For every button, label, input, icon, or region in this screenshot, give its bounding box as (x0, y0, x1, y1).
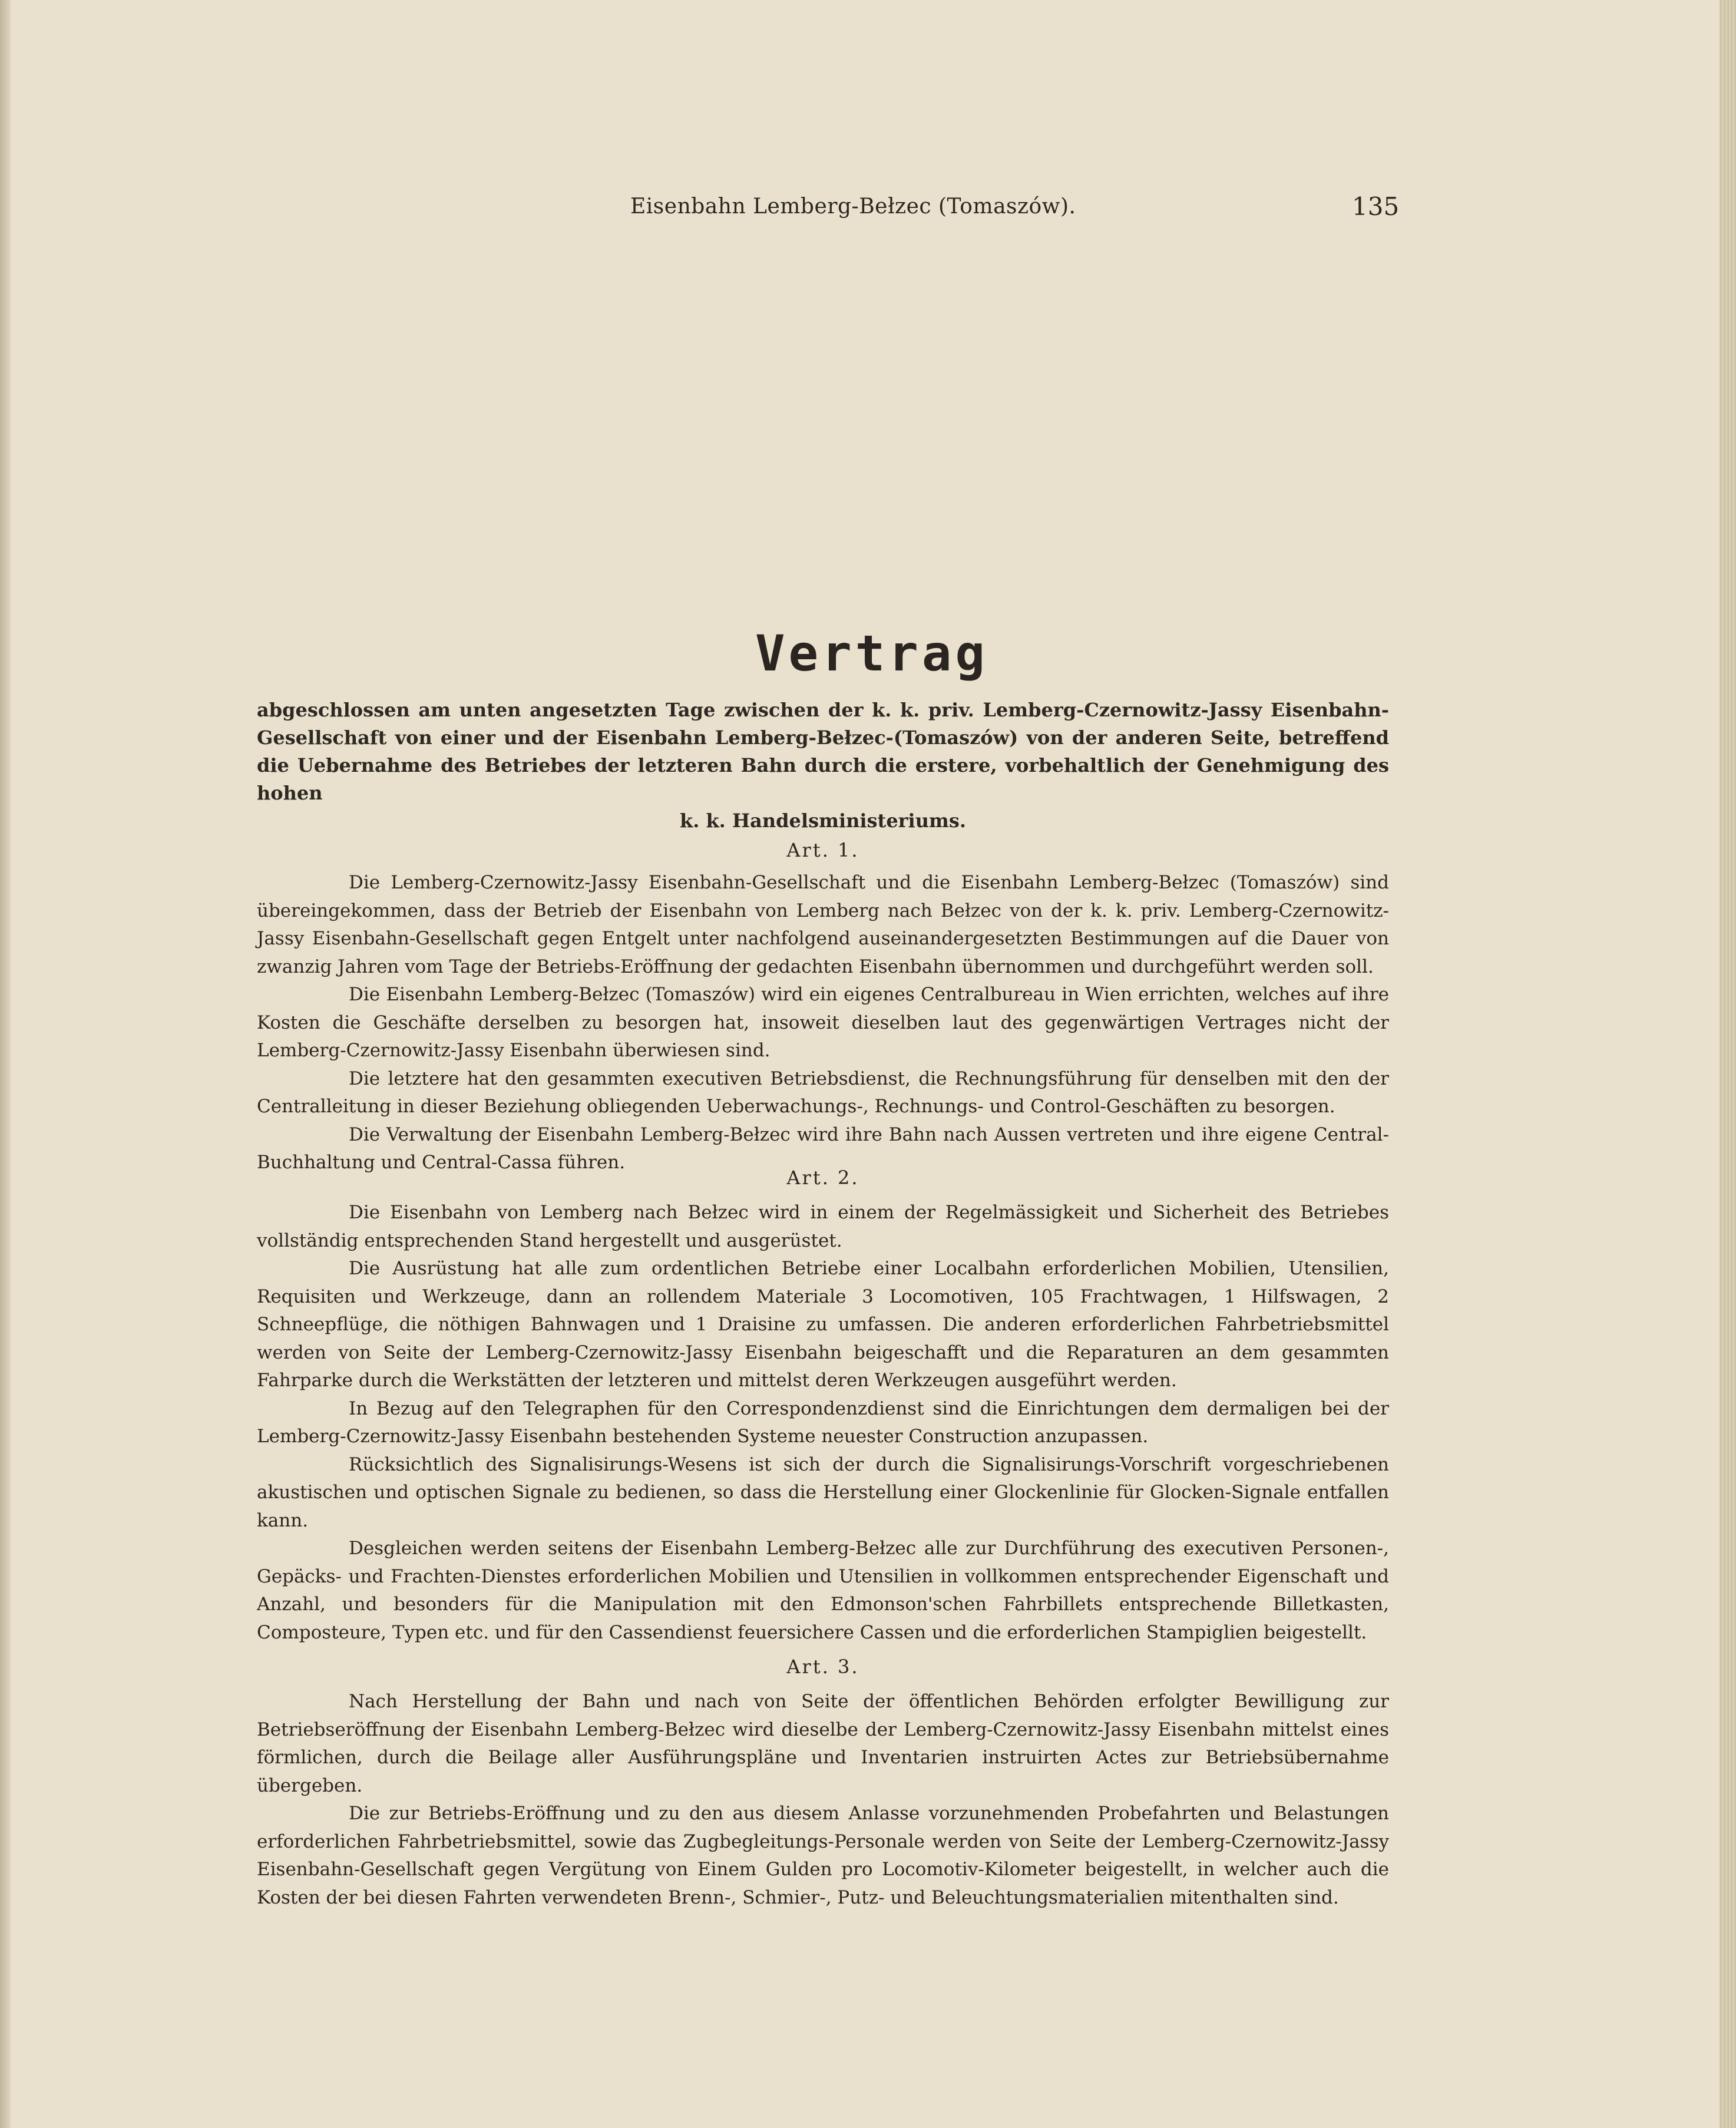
article-1-paragraph: Die Eisenbahn Lemberg-Bełzec (Tomaszów) wird ein eigenes Centralbureau in Wien errichten, welches auf ihre Kosten die Geschäfte derselben zu besorgen hat, insoweit dieselben laut des gegenwärtigen Vertrages nicht der Lemberg-Czernowitz-Jassy Eisenbahn überwiesen sind. (257, 984, 1389, 1061)
article-2-paragraph: Die Ausrüstung hat alle zum ordentlichen Betriebe einer Localbahn erforderlichen Mobilien, Utensilien, Requisiten und Werkzeuge, dann an rollendem Materiale 3 Locomotiven, 105 Frachtwagen, 1 Hilfswagen, 2 Schneepflüge, die nöthigen Bahnwagen und 1 Draisine zu umfassen. Die anderen erforderlichen Fahrbetriebsmittel werden von Seite der Lemberg-Czernowitz-Jassy Eisenbahn beigeschafft und die Reparaturen an dem gesammten Fahrparke durch die Werkstätten der letzteren und mittelst deren Werkzeugen ausgeführt werden. (257, 1258, 1389, 1391)
subtitle-text: abgeschlossen am unten angesetzten Tage zwischen der k. k. priv. Lemberg-Czernowitz-Jassy Eisenbahn-Gesellschaft von einer und der Eisenbahn Lemberg-Bełzec-(Tomaszów) von der anderen Seite, betreffend die Uebernahme des Betriebes der letzteren Bahn durch die erstere, vorbehaltlich der Genehmigung des hohen (257, 699, 1389, 804)
subtitle-last-line: k. k. Handelsministeriums. (680, 809, 966, 832)
article-1-paragraph: Die Verwaltung der Eisenbahn Lemberg-Bełzec wird ihre Bahn nach Aussen vertreten und ihre eigene Central-Buchhaltung und Central-Cassa führen. (257, 1124, 1389, 1173)
document-title: Vertrag (755, 624, 988, 682)
page-number: 135 (1352, 192, 1400, 221)
page-edge-right (1720, 0, 1736, 2128)
article-1-paragraph: Die letztere hat den gesammten executiven Betriebsdienst, die Rechnungsführung für denselben mit den der Centralleitung in dieser Beziehung obliegenden Ueberwachungs-, Rechnungs- und Control-Geschäften zu besorgen. (257, 1068, 1389, 1117)
document-subtitle (257, 696, 1389, 835)
page-edge-left (0, 0, 11, 2128)
article-2-paragraph: Desgleichen werden seitens der Eisenbahn Lemberg-Bełzec alle zur Durchführung des executiven Personen-, Gepäcks- und Frachten-Dienstes erforderlichen Mobilien und Utensilien in vollkommen entsprechender Eigenschaft und Anzahl, und besonders für die Manipulation mit den Edmonson'schen Fahrbillets entsprechende Billetkasten, Composteure, Typen etc. und für den Cassendienst feuersichere Cassen und die erforderlichen Stampiglien beigestellt. (257, 1538, 1389, 1643)
article-2-paragraph: Die Eisenbahn von Lemberg nach Bełzec wird in einem der Regelmässigkeit und Sicherheit des Betriebes vollständig entsprechenden Stand hergestellt und ausgerüstet. (257, 1202, 1389, 1251)
article-2-paragraph: Rücksichtlich des Signalisirungs-Wesens ist sich der durch die Signalisirungs-Vorschrift vorgeschriebenen akustischen und optischen Signale zu bedienen, so dass die Herstellung einer Glockenlinie für Glocken-Signale entfallen kann. (257, 1453, 1389, 1531)
running-header: Eisenbahn Lemberg-Bełzec (Tomaszów). (630, 194, 1076, 219)
article-2-paragraph: In Bezug auf den Telegraphen für den Correspondenzdienst sind die Einrichtungen dem dermaligen bei der Lemberg-Czernowitz-Jassy Eisenbahn bestehenden Systeme neuester Construction anzupassen. (257, 1397, 1389, 1447)
article-2-body (257, 1199, 1389, 1647)
article-3-paragraph: Die zur Betriebs-Eröffnung und zu den aus diesem Anlasse vorzunehmenden Probefahrten und Belastungen erforderlichen Fahrbetriebsmittel, sowie das Zugbegleitungs-Personale werden von Seite der Lemberg-Czernowitz-Jassy Eisenbahn-Gesellschaft gegen Vergütung von Einem Gulden pro Locomotiv-Kilometer beigestellt, in welcher auch die Kosten der bei diesen Fahrten verwendeten Brenn-, Schmier-, Putz- und Beleuchtungsmaterialien mitenthalten sind. (257, 1803, 1389, 1908)
article-1-paragraph: Die Lemberg-Czernowitz-Jassy Eisenbahn-Gesellschaft und die Eisenbahn Lemberg-Bełzec (Tomaszów) sind übereingekommen, dass der Betrieb der Eisenbahn von Lemberg nach Bełzec von der k. k. priv. Lemberg-Czernowitz-Jassy Eisenbahn-Gesellschaft gegen Entgelt unter nachfolgend auseinandergesetzten Bestimmungen auf die Dauer von zwanzig Jahren vom Tage der Betriebs-Eröffnung der gedachten Eisenbahn übernommen und durchgeführt werden soll. (257, 872, 1389, 977)
article-3-body (257, 1688, 1389, 1912)
article-2-heading: Art. 2. (786, 1167, 859, 1189)
article-1-body (257, 869, 1389, 1177)
article-3-paragraph: Nach Herstellung der Bahn und nach von Seite der öffentlichen Behörden erfolgter Bewilligung zur Betriebseröffnung der Eisenbahn Lemberg-Bełzec wird dieselbe der Lemberg-Czernowitz-Jassy Eisenbahn mittelst eines förmlichen, durch die Beilage aller Ausführungspläne und Inventarien instruirten Actes zur Betriebsübernahme übergeben. (257, 1691, 1389, 1796)
article-1-heading: Art. 1. (786, 839, 859, 861)
article-3-heading: Art. 3. (786, 1656, 859, 1678)
